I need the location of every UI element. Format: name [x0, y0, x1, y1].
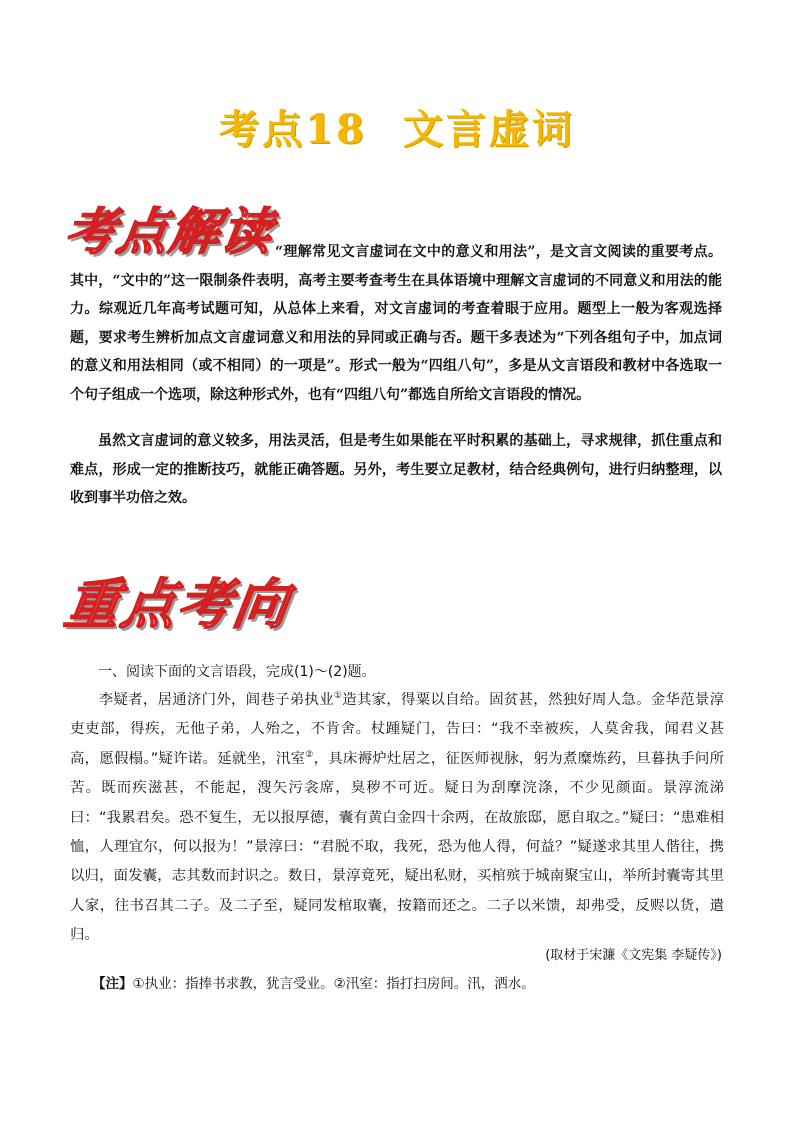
page-title — [0, 98, 794, 155]
note-text: ①执业：指捧书求教，犹言受业。②汛室：指打扫房间。汛，洒水。 — [132, 976, 535, 992]
title-part-2: 文言虚词 — [402, 106, 575, 153]
intro-paragraph-2: 虽然文言虚词的意义较多，用法灵活，但是考生如果能在平时积累的基础上，寻求规律，抓住重点和难点，形成一定的推断技巧，就能正确答题。另外，考生要立足教材，结合经典例句，进行归纳整理，以收到事半功倍之效。 — [70, 433, 722, 507]
footnote-marker-2: ② — [305, 750, 314, 761]
passage-part-b: 造其家，得粟以自给。固贫甚，然独好周人急。金华范景淳吏吏部，得疾，无他子弟，人殆之，不肯舍。杖踵疑门，告曰：“我不幸被疾，人莫舍我，闻君义甚高，愿假榻。”疑许诺。延就坐，汛室 — [70, 692, 724, 767]
passage-source: (取材于宋濂《文宪集 李疑传》) — [545, 948, 722, 963]
passage-part-c: ，具床褥炉灶居之，征医师视脉，躬为煮糜炼药，旦暮执手问所苦。既而疾滋甚，不能起，溲矢污衾席，臭秽不可近。疑日为刮摩浣涤，不少见颜面。景淳流涕曰：“我累君矣。恐不复生，无以报厚德，囊有黄白金四十余两，在故旅邸，愿自取之。”疑曰：“患难相恤，人理宜尔，何以报为！”景淳曰：“君脱不取，我死，恐为他人得，何益？”疑遂求其里人偕往，携以归，面发囊，志其数而封识之。数日，景淳竟死，疑出私财，买棺殡于城南聚宝山，举所封囊寄其里人家，往书召其二子。及二子至，疑同发棺取囊，按籍而还之。二子以米馈，却弗受，反赆以货，遣归。 — [70, 750, 724, 944]
section-banner-zhongdian-kaoxiang: 重点考向 — [61, 573, 294, 636]
footnote-marker-1: ① — [333, 691, 343, 702]
section-banner-kaodian-jiedu: 考点解读 — [61, 203, 278, 261]
intro-paragraph-1: “理解常见文言虚词在文中的意义和用法”，是文言文阅读的重要考点。其中，“文中的”这一限制条件表明，高考主要考查考生在具体语境中理解文言虚词的不同意义和用法的能力。综观近几年高考试题可知，从总体上来看，对文言虚词的考查着眼于应用。题型上一般为客观选择题，要求考生辨析加点文言虚词意义和用法的异同或正确与否。题干多表述为“下列各组句子中，加点词的意义和用法相同（或不相同）的一项是”。形式一般为“四组八句”，多是从文言语段和教材中各选取一个句子组成一个选项，除这种形式外，也有“四组八句”都选自所给文言语段的情况。 — [70, 244, 722, 403]
question-prompt: 一、阅读下面的文言语段，完成(1)～(2)题。 — [98, 664, 376, 680]
note-label: 【注】 — [92, 976, 133, 992]
title-part-1: 考点18 — [219, 106, 367, 153]
classical-passage — [70, 686, 724, 951]
passage-part-a: 李疑者，居通济门外，闾巷子弟执业 — [98, 692, 334, 708]
footnote — [92, 972, 535, 992]
